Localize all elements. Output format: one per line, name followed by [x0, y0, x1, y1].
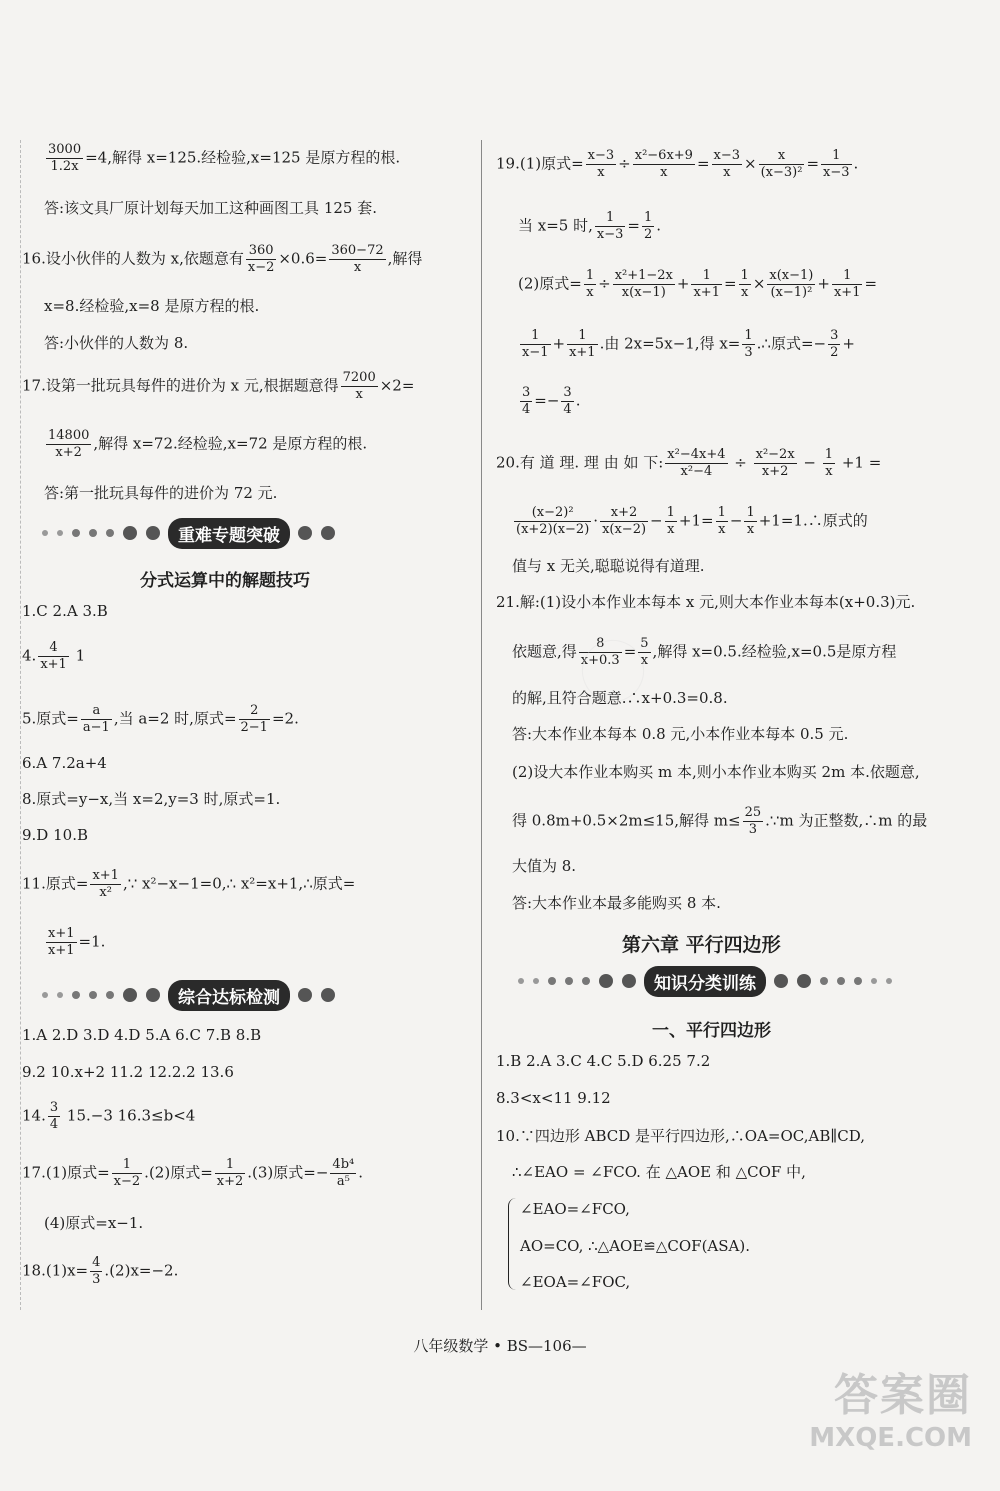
- ch6-condition-3: ∠EOA=∠FOC,: [520, 1273, 631, 1291]
- right-21-answer-2: 答:大本作业本最多能购买 8 本.: [512, 894, 721, 912]
- ch6-answer-10-cont: ∴∠EAO = ∠FCO. 在 △AOE 和 △COF 中,: [512, 1163, 806, 1181]
- answers-11-cont: $\frac{x+1}{x+1}$ =1.: [48, 926, 106, 958]
- left-line-3: 16.设小伙伴的人数为 x,依题意有 $\frac{360}{x-2}$ ×0.6= $\frac{360-72}{x}$ ,解得: [22, 243, 423, 275]
- banner-difficult-topics: 重难专题突破: [42, 518, 335, 548]
- left-line-2: 答:该文具厂原计划每天加工这种画图工具 125 套.: [44, 199, 377, 217]
- banner-knowledge-training: 知识分类训练: [518, 966, 892, 996]
- right-19-2-result: $\frac{3}{4}$ =− $\frac{3}{4}$ .: [522, 385, 581, 417]
- right-20-cont: $\frac{\text{(x−2)²}}{(x+2)(x-2)}$ · $\frac{x+2}{x(x-2)}$ − $\frac{1}{x}$ +1= $\frac{1}{x}$ − $\frac{1}{x}$ +1=1.∴原式的: [516, 505, 868, 537]
- right-21-2-solve: 得 0.8m+0.5×2m≤15,解得 m≤ $\frac{25}{3}$ .∵m 为正整数,∴m 的最: [512, 805, 928, 837]
- answers-14-16: 14. $\frac{3}{4}$ 15.−3 16.3≤b<4: [22, 1100, 196, 1132]
- right-21-equation: 依题意,得 $\frac{8}{x+0.3}$ = $\frac{5}{x}$ ,解得 x=0.5.经检验,x=0.5是原方程: [512, 636, 897, 668]
- fraction: $\frac{3000}{1.2x}$: [48, 142, 82, 174]
- answers-18: 18.(1)x= $\frac{4}{3}$ .(2)x=−2.: [22, 1255, 179, 1287]
- right-21-1: 21.解:(1)设小本作业本每本 x 元,则大本作业本每本(x+0.3)元.: [496, 593, 916, 611]
- ch6-condition-2: AO=CO, ∴△AOE≌△COF(ASA).: [520, 1237, 750, 1255]
- page-footer: 八年级数学 • BS—106—: [413, 1337, 587, 1355]
- answers-1-3: 1.C 2.A 3.B: [22, 602, 108, 620]
- banner-comprehensive-test: 综合达标检测: [42, 980, 335, 1010]
- watermark-logo-text: 答案圈: [834, 1370, 972, 1421]
- ch6-answers-8-9: 8.3<x<11 9.12: [496, 1089, 611, 1107]
- right-20-conclusion: 值与 x 无关,聪聪说得有道理.: [512, 557, 705, 575]
- right-21-check: 的解,且符合题意.∴x+0.3=0.8.: [512, 689, 728, 707]
- answers-9-10: 9.D 10.B: [22, 826, 88, 844]
- left-line-4: x=8.经检验,x=8 是原方程的根.: [44, 297, 260, 315]
- answers-17: 17.(1)原式= $\frac{1}{x-2}$ .(2)原式= $\frac{1}{x+2}$ .(3)原式=− $\frac{\text{4b⁴}}{\text{a⁵}}$ .: [22, 1157, 364, 1189]
- answers-8: 8.原式=y−x,当 x=2,y=3 时,原式=1.: [22, 790, 281, 808]
- section-title-fraction-skills: 分式运算中的解题技巧: [140, 571, 310, 591]
- ch6-condition-1: ∠EAO=∠FCO,: [520, 1200, 630, 1218]
- left-margin-rule: [20, 140, 21, 1310]
- column-divider: [481, 140, 482, 1310]
- answers-4: 4. $\frac{4}{x+1}$ 1: [22, 640, 86, 672]
- left-line-1: $\frac{3000}{1.2x}$ =4,解得 x=125.经检验,x=125 是原方程的根.: [48, 142, 401, 174]
- answers-9-13: 9.2 10.x+2 11.2 12.2.2 13.6: [22, 1063, 234, 1081]
- right-21-2-max: 大值为 8.: [512, 857, 577, 875]
- system-brace: [508, 1198, 517, 1290]
- right-19-1: 19.(1)原式= $\frac{x-3}{x}$ ÷ $\frac{\text{x²−6x+9}}{x}$ = $\frac{x-3}{x}$ × $\frac{x}{\text{(x−3)²}}$ = $\frac{1}{x-3}$ .: [496, 148, 859, 180]
- site-watermark: [809, 1359, 972, 1453]
- answers-5: 5.原式= $\frac{a}{a-1}$ ,当 a=2 时,原式= $\frac{2}{2-1}$ =2.: [22, 703, 299, 735]
- left-line-7: $\frac{14800}{x+2}$ ,解得 x=72.经检验,x=72 是原方程的根.: [48, 428, 368, 460]
- answers-1-8: 1.A 2.D 3.D 4.D 5.A 6.C 7.B 8.B: [22, 1026, 262, 1044]
- answers-17-4: (4)原式=x−1.: [44, 1214, 144, 1232]
- right-19-1-eval: 当 x=5 时, $\frac{1}{x-3}$ = $\frac{1}{2}$ .: [518, 210, 662, 242]
- section-title-parallelogram: 一、平行四边形: [652, 1021, 771, 1041]
- chapter-title: 第六章 平行四边形: [622, 934, 781, 956]
- right-19-2: (2)原式= $\frac{1}{x}$ ÷ $\frac{\text{x²+1−2x}}{x(x-1)}$ + $\frac{1}{x+1}$ = $\frac{1}{x}$ × $\frac{x(x-1)}{\text{(x−1)²}}$ + $\frac{1}{x+1}$ =: [518, 268, 878, 300]
- right-20: 20.有 道 理. 理 由 如 下: $\frac{\text{x²−4x+4}}{\text{x²−4}}$ ÷ $\frac{\text{x²−2x}}{x+2}$ − $\frac{1}{x}$ +1 =: [496, 447, 882, 479]
- watermark-url: MXQE.COM: [809, 1423, 972, 1453]
- answers-11: 11.原式= $\frac{x+1}{\text{x²}}$ ,∵ x²−x−1=0,∴ x²=x+1,∴原式=: [22, 868, 356, 900]
- left-line-8: 答:第一批玩具每件的进价为 72 元.: [44, 484, 278, 502]
- answers-6-7: 6.A 7.2a+4: [22, 754, 107, 772]
- ch6-answers-1-7: 1.B 2.A 3.C 4.C 5.D 6.25 7.2: [496, 1052, 711, 1070]
- right-19-2-cont: $\frac{1}{x-1}$ + $\frac{1}{x+1}$ .由 2x=5x−1,得 x= $\frac{1}{3}$ .∴原式=− $\frac{3}{2}$ +: [522, 328, 855, 360]
- ch6-answer-10: 10.∵四边形 ABCD 是平行四边形,∴OA=OC,AB∥CD,: [496, 1127, 866, 1145]
- right-21-answer-1: 答:大本作业本每本 0.8 元,小本作业本每本 0.5 元.: [512, 725, 849, 743]
- left-line-5: 答:小伙伴的人数为 8.: [44, 334, 189, 352]
- left-line-6: 17.设第一批玩具每件的进价为 x 元,根据题意得 $\frac{7200}{x}$ ×2=: [22, 370, 415, 402]
- right-21-2: (2)设大本作业本购买 m 本,则小本作业本购买 2m 本.依题意,: [512, 763, 920, 781]
